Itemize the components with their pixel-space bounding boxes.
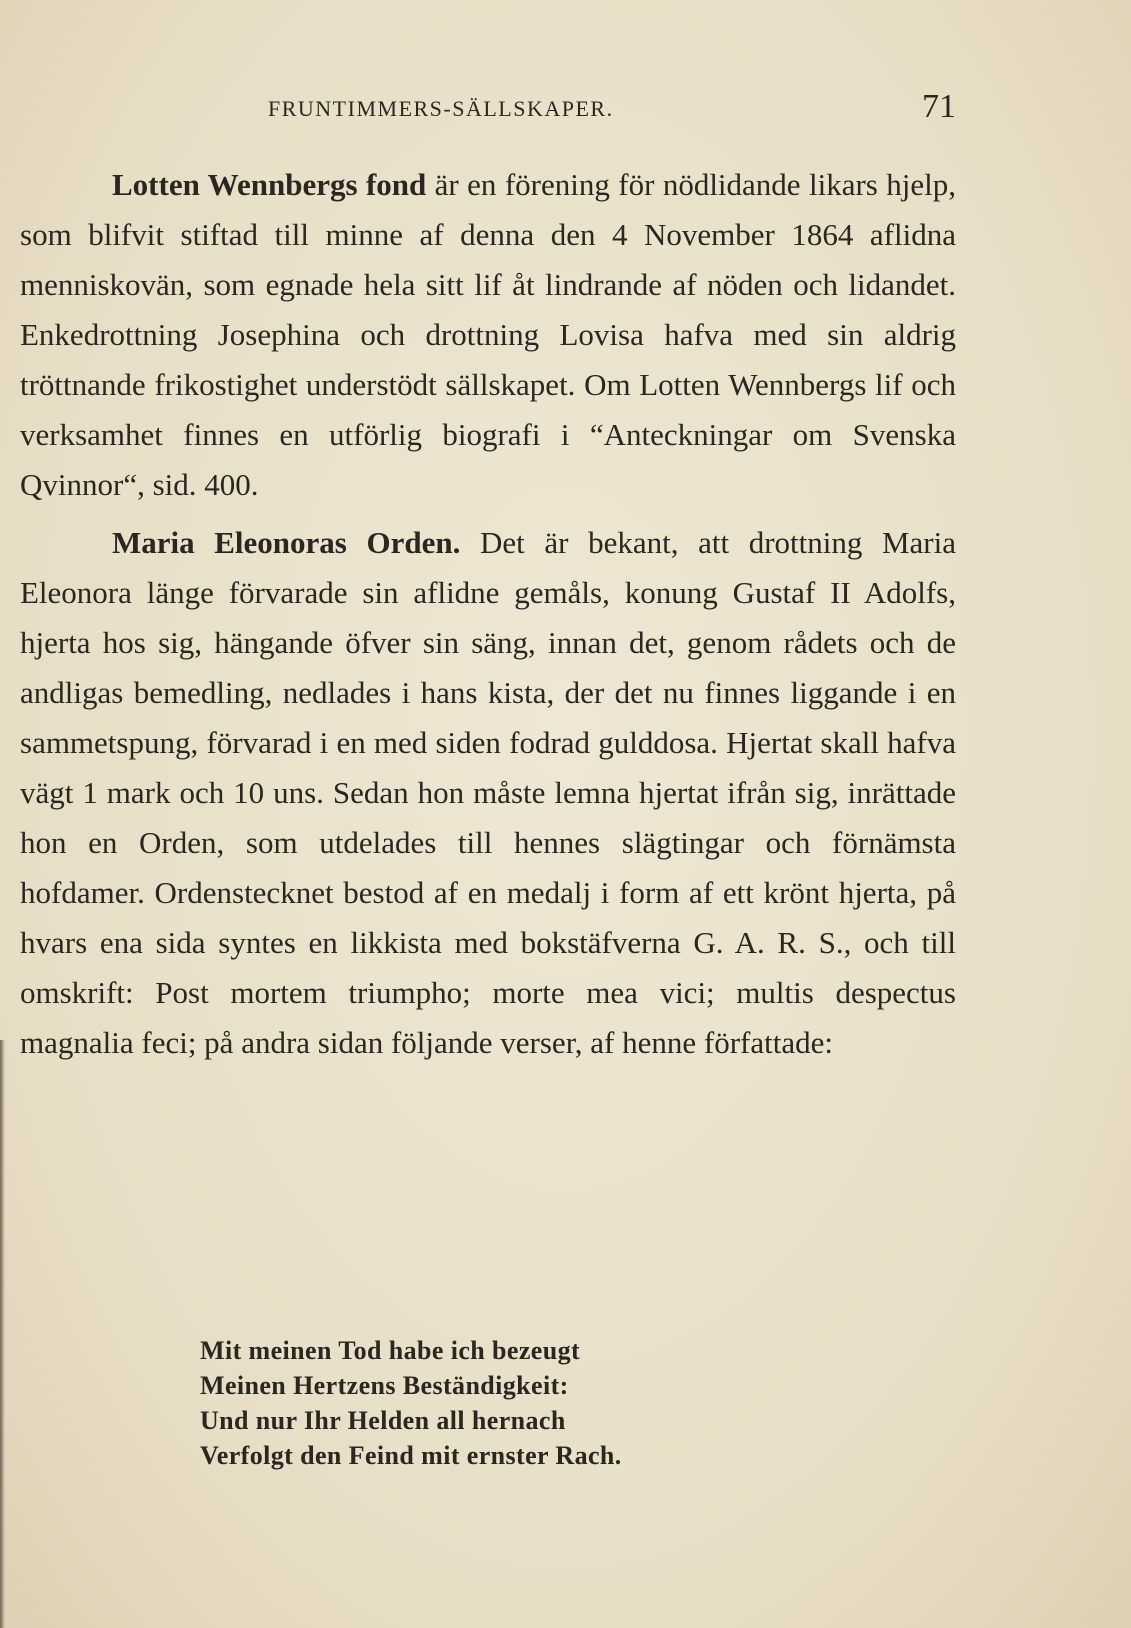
paragraph-text: är en förening för nödlidande likars hjelp, som blifvit stiftad till minne af denna den 4 November 1864 aflidna menniskovän, som egnade hela sitt lif åt lindrande af nöden och lidandet. Enkedrottning Josephina och drottning Lovisa hafva med sin aldrig tröttnande frikostighet understödt sällskapet. Om Lotten Wennbergs lif och verksamhet finnes en utförlig biografi i “Anteckningar om Svenska Qvinnor“, sid. 400. [20, 167, 957, 502]
poem-verse [200, 1333, 622, 1473]
body-text [20, 160, 956, 1068]
poem-line: Und nur Ihr Helden all hernach [200, 1406, 566, 1435]
poem-line: Meinen Hertzens Beständigkeit: [200, 1371, 569, 1400]
page-header [268, 88, 956, 136]
running-head: FRUNTIMMERS-SÄLLSKAPER. [268, 96, 614, 121]
page-number: 71 [922, 88, 956, 125]
paragraph-lotten-wennbergs-fond [20, 160, 956, 510]
page-edge-shadow [0, 1040, 5, 1628]
paragraph-text: Det är bekant, att drottning Maria Eleonora länge förvarade sin aflidne gemåls, konung Gustaf II Adolfs, hjerta hos sig, hängande öfver sin säng, innan det, genom rådets och de andligas bemedling, nedlades i hans kista, der det nu finnes liggande i en sammetspung, förvarad i en med siden fodrad gulddosa. Hjertat skall hafva vägt 1 mark och 10 uns. Sedan hon måste lemna hjertat ifrån sig, inrättade hon en Orden, som utdelades till hennes slägtingar och förnämsta hofdamer. Ordenstecknet bestod af en medalj i form af ett krönt hjerta, på hvars ena sida syntes en likkista med bokstäfverna G. A. R. S., och till omskrift: Post mortem triumpho; morte mea vici; multis despectus magnalia feci; på andra sidan följande verser, af henne författade: [20, 525, 956, 1060]
paragraph-maria-eleonoras-orden [20, 518, 956, 1068]
paragraph-lead: Lotten Wennbergs fond [112, 167, 427, 202]
paragraph-lead: Maria Eleonoras Orden. [112, 525, 461, 560]
poem-line: Mit meinen Tod habe ich bezeugt [200, 1336, 581, 1365]
poem-line: Verfolgt den Feind mit ernster Rach. [200, 1441, 622, 1470]
